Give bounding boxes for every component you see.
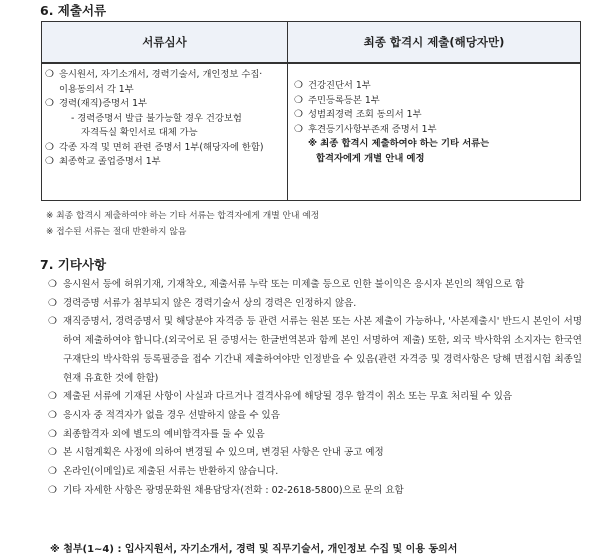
section6-notes (46, 208, 319, 240)
list-item-text: 경력(재직)증명서 1부 (59, 98, 147, 109)
circle-bullet-icon: ❍ (294, 109, 303, 120)
list-item-text: 후견등기사항부존재 증명서 1부 (308, 123, 437, 135)
required-documents-table (41, 21, 581, 201)
list-item-text: 경력증명 서류가 첨부되지 않은 경력기술서 상의 경력은 인정하지 않음. (63, 297, 357, 309)
list-item (48, 407, 582, 426)
circle-bullet-icon: ❍ (48, 279, 57, 290)
circle-bullet-icon: ❍ (48, 428, 57, 440)
list-item-continuation: 이용동의서 각 1부 (59, 83, 134, 95)
circle-bullet-icon: ❍ (48, 391, 57, 403)
list-item-text: 최종학교 졸업증명서 1부 (59, 156, 161, 167)
list-item (48, 482, 582, 501)
document-review-cell (42, 63, 288, 201)
list-item (45, 112, 285, 141)
circle-bullet-icon: ❍ (294, 123, 303, 135)
attachment-note: ※ 첨부(1~4) : 입사지원서, 자기소개서, 경력 및 직무기술서, 개인정보 수집 및 이용 동의서 (50, 544, 458, 555)
list-item-text: 최종합격자 외에 별도의 예비합격자를 둘 수 있음 (63, 428, 265, 440)
circle-bullet-icon: ❍ (48, 466, 57, 478)
list-item-text: 각종 자격 및 면허 관련 증명서 1부(해당자에 한함) (59, 141, 264, 153)
other-notes-list (48, 276, 582, 500)
circle-bullet-icon: ❍ (45, 156, 54, 167)
circle-bullet-icon: ❍ (45, 141, 54, 153)
circle-bullet-icon: ❍ (48, 316, 57, 328)
list-item (48, 295, 582, 314)
list-item-text: 건강진단서 1부 (308, 80, 371, 91)
note-line-1: ※ 최종 합격시 제출하여야 하는 기타 서류는 (308, 138, 490, 149)
note-no-return: ※ 접수된 서류는 절대 반환하지 않음 (46, 227, 187, 237)
header-final-submission: 최종 합격시 제출(해당자만) (288, 22, 581, 64)
list-item (45, 155, 285, 170)
list-item (45, 68, 285, 97)
list-item (48, 426, 582, 445)
list-item (294, 94, 577, 109)
list-item-text: 응시원서 등에 허위기재, 기재착오, 제출서류 누락 또는 미제출 등으로 인한 불이익은 응시자 본인의 책임으로 함 (63, 279, 525, 290)
document-review-list (42, 64, 287, 170)
circle-bullet-icon: ❍ (48, 409, 57, 421)
circle-bullet-icon: ❍ (45, 98, 54, 109)
list-item-text: 제출된 서류에 기재된 사항이 사실과 다르거나 결격사유에 해당될 경우 합격이 취소 또는 무효 처리될 수 있음 (63, 391, 513, 403)
note-line-2: 합격자에게 개별 안내 예정 (316, 152, 425, 164)
circle-bullet-icon: ❍ (294, 94, 303, 106)
list-item-text: 성범죄경력 조회 동의서 1부 (308, 109, 422, 120)
circle-bullet-icon: ❍ (48, 484, 57, 496)
list-item (294, 79, 577, 94)
header-document-review: 서류심사 (42, 22, 288, 64)
list-item (48, 388, 582, 407)
list-item (294, 108, 577, 123)
list-item-continuation: 자격득실 확인서로 대체 가능 (81, 127, 198, 138)
list-item (45, 141, 285, 156)
circle-bullet-icon: ❍ (48, 297, 57, 309)
list-item-text: - 경력증명서 발급 불가능할 경우 건강보험 (71, 112, 242, 124)
list-item-text: 응시자 중 적격자가 없을 경우 선발하지 않을 수 있음 (63, 409, 280, 421)
list-item-text: 기타 자세한 사항은 광명문화원 채용담당자(전화 : 02-2618-5800)으로 문의 요함 (63, 484, 404, 496)
list-item-text: 본 시험계획은 사정에 의하여 변경될 수 있으며, 변경된 사항은 안내 공고 예정 (63, 447, 384, 459)
final-submission-list (288, 64, 580, 137)
section6-title: 6. 제출서류 (40, 3, 107, 18)
circle-bullet-icon: ❍ (294, 80, 303, 91)
list-item (48, 313, 582, 388)
list-item (48, 444, 582, 463)
circle-bullet-icon: ❍ (45, 69, 54, 80)
final-submission-cell (288, 63, 581, 201)
list-item-text: 주민등록등본 1부 (308, 94, 380, 106)
list-item (48, 463, 582, 482)
list-item-text: 온라인(이메일)로 제출된 서류는 반환하지 않습니다. (63, 466, 279, 478)
circle-bullet-icon: ❍ (48, 447, 57, 459)
list-item-text: 응시원서, 자기소개서, 경력기술서, 개인정보 수집· (59, 69, 263, 80)
section7-title: 7. 기타사항 (40, 257, 107, 272)
list-item (48, 276, 582, 295)
list-item (294, 123, 577, 138)
note-other-documents: ※ 최종 합격시 제출하여야 하는 기타 서류는 합격자에게 개별 안내 예정 (46, 211, 320, 221)
list-item-text: 재직증명서, 경력증명서 및 해당분야 자격증 등 관련 서류는 원본 또는 사본 제출이 가능하나, '사본제출시' 반드시 본인이 서명하여 제출하여야 합니다.(외국어로 된 증명서는 한글번역본과 함께 본인 서명하여 제출) 또한, 외국 박사학위 소지자는 한국연구재단의 박사학위 등록필증을 접수 기간내 제출하여야만 인정받을 수 있음(관련 자격증 및 경력사항은 당해 면접시험 최종일 현재 유효한 것에 한함) (63, 316, 582, 384)
list-item (45, 97, 285, 112)
final-submission-note (288, 137, 580, 166)
